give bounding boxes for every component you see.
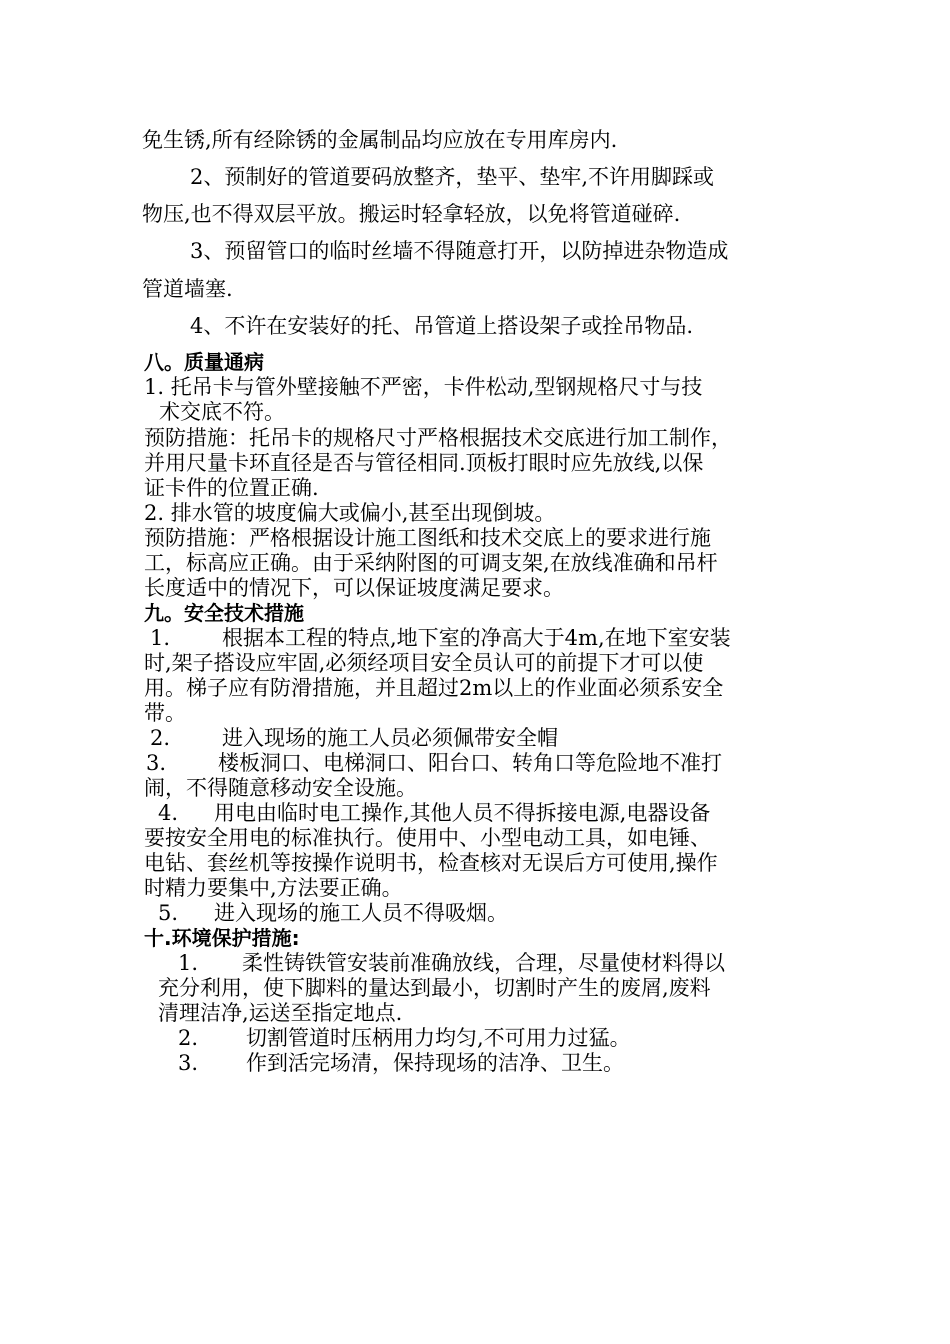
text-line: 闹，不得随意移动安全设施。 — [144, 776, 417, 800]
item-text: 切割管道时压柄用力均匀,不可用力过猛。 — [246, 1026, 631, 1050]
text-line: 3、预留管口的临时丝墙不得随意打开，以防掉进杂物造成 — [190, 239, 729, 263]
list-item — [146, 750, 722, 776]
text-line: 证卡件的位置正确. — [144, 476, 319, 500]
text-line: 物压,也不得双层平放。搬运时轻拿轻放，以免将管道碰碎. — [142, 202, 681, 226]
item-number: 2. — [150, 726, 171, 750]
text-line: 并用尺量卡环直径是否与管径相同.顶板打眼时应先放线,以保 — [144, 451, 704, 475]
text-line: 术交底不符。 — [159, 400, 285, 424]
text-line: 清理洁净,运送至指定地点. — [158, 1001, 403, 1025]
item-number: 3. — [146, 751, 167, 775]
list-item — [158, 900, 508, 926]
item-text: 进入现场的施工人员不得吸烟。 — [214, 901, 508, 925]
section-heading-environment: 十.环境保护措施: — [144, 926, 300, 950]
list-item — [178, 950, 725, 976]
text-line: 长度适中的情况下，可以保证坡度满足要求。 — [144, 576, 564, 600]
text-line: 1. 托吊卡与管外壁接触不严密，卡件松动,型钢规格尺寸与技 — [144, 375, 703, 399]
item-text: 根据本工程的特点,地下室的净高大于4m,在地下室安装 — [222, 626, 731, 650]
list-item — [150, 725, 558, 751]
section-heading-safety: 九。安全技术措施 — [144, 601, 304, 625]
item-number: 4. — [158, 801, 179, 825]
text-line: 2、预制好的管道要码放整齐，垫平、垫牢,不许用脚踩或 — [190, 165, 715, 189]
list-item — [158, 800, 710, 826]
text-line: 2. 排水管的坡度偏大或偏小,甚至出现倒坡。 — [144, 501, 556, 525]
text-line: 管道墙塞. — [142, 277, 233, 301]
text-line: 预防措施：托吊卡的规格尺寸严格根据技术交底进行加工制作， — [144, 426, 732, 450]
item-text: 楼板洞口、电梯洞口、阳台口、转角口等危险地不准打 — [218, 751, 722, 775]
text-line: 要按安全用电的标准执行。使用中、小型电动工具，如电锤、 — [144, 826, 711, 850]
text-line: 电钻、套丝机等按操作说明书，检查核对无误后方可使用,操作 — [144, 851, 718, 875]
text-line: 4、不许在安装好的托、吊管道上搭设架子或拴吊物品. — [190, 314, 694, 338]
item-text: 柔性铸铁管安装前准确放线，合理，尽量使材料得以 — [242, 951, 725, 975]
text-line: 免生锈,所有经除锈的金属制品均应放在专用库房内. — [142, 128, 618, 152]
list-item — [178, 1050, 624, 1076]
section-heading-quality: 八。质量通病 — [144, 350, 264, 374]
item-number: 1. — [150, 626, 171, 650]
item-text: 用电由临时电工操作,其他人员不得拆接电源,电器设备 — [214, 801, 711, 825]
text-line: 充分利用，使下脚料的量达到最小，切割时产生的废屑,废料 — [158, 976, 711, 1000]
item-number: 3. — [178, 1051, 199, 1075]
text-line: 带。 — [144, 701, 186, 725]
list-item — [150, 625, 731, 651]
text-line: 预防措施：严格根据设计施工图纸和技术交底上的要求进行施 — [144, 526, 711, 550]
text-line: 时,架子搭设应牢固,必须经项目安全员认可的前提下才可以使 — [144, 651, 704, 675]
item-number: 2. — [178, 1026, 199, 1050]
text-line: 时精力要集中,方法要正确。 — [144, 876, 403, 900]
item-text: 作到活完场清，保持现场的洁净、卫生。 — [246, 1051, 624, 1075]
list-item — [178, 1025, 631, 1051]
text-line: 工，标高应正确。由于采纳附图的可调支架,在放线准确和吊杆 — [144, 551, 718, 575]
item-number: 1. — [178, 951, 199, 975]
item-number: 5. — [158, 901, 179, 925]
item-text: 进入现场的施工人员必须佩带安全帽 — [222, 726, 558, 750]
text-line: 用。梯子应有防滑措施，并且超过2m以上的作业面必须系安全 — [144, 676, 724, 700]
